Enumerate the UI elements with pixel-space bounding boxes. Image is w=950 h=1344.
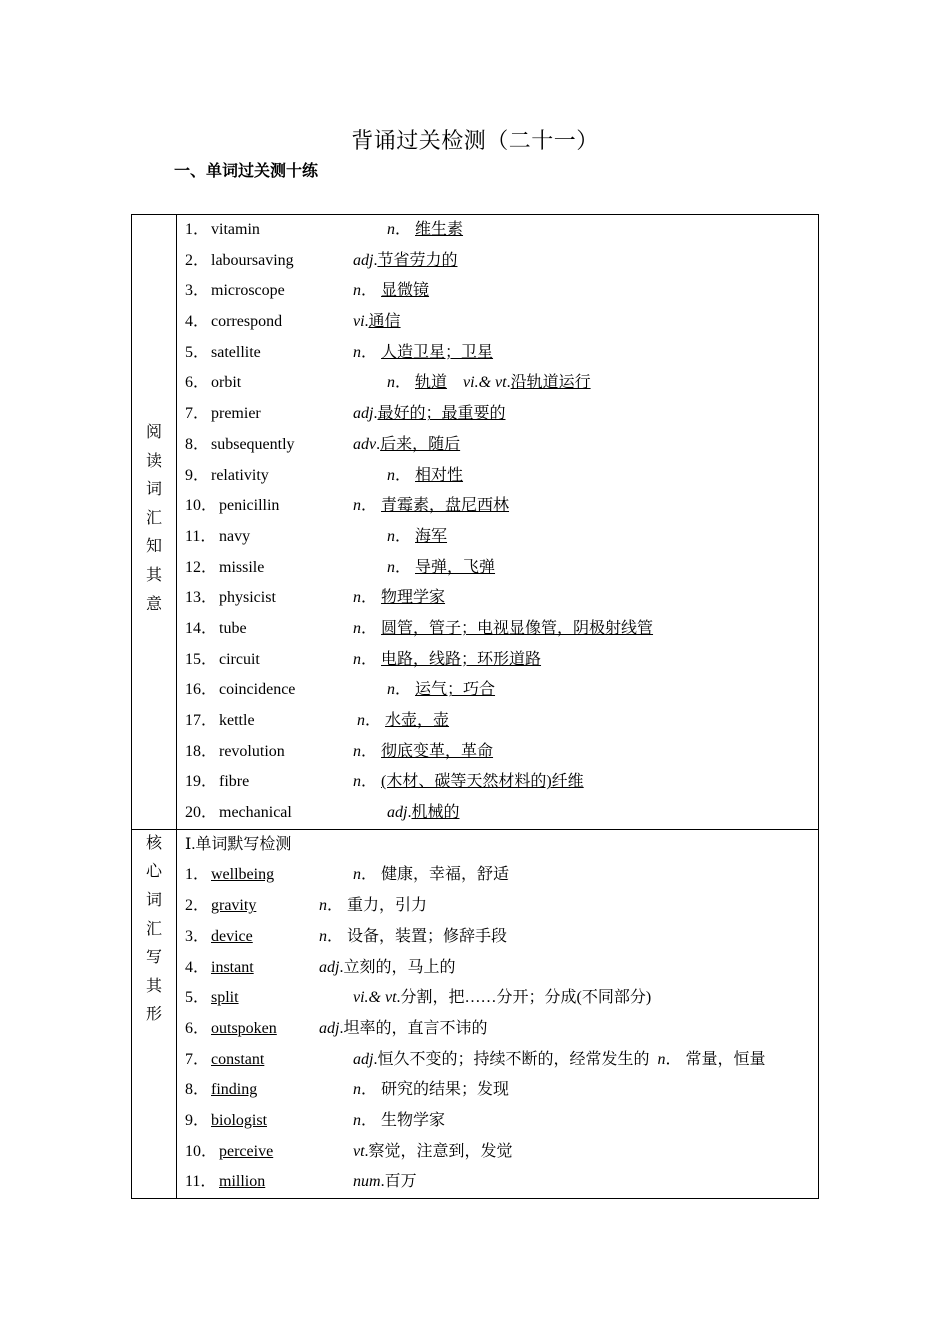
part-of-speech: n <box>387 466 395 484</box>
category-char: 词 <box>145 891 162 909</box>
item-number: 7． <box>185 405 210 423</box>
category-label-reading <box>132 215 176 639</box>
meaning: 节省劳力的 <box>377 251 458 269</box>
definition <box>353 399 505 430</box>
meaning: 轨道 <box>415 374 448 392</box>
definition <box>353 1106 445 1137</box>
vocab-word: wellbeing <box>211 866 275 884</box>
vocab-word: orbit <box>211 374 242 392</box>
pos-separator: ． <box>395 558 412 576</box>
item-number: 4． <box>185 313 210 331</box>
definition <box>353 276 429 307</box>
category-cell-reading <box>132 215 177 830</box>
vocab-word: laboursaving <box>211 251 294 269</box>
definition <box>353 737 493 768</box>
vocab-word: coincidence <box>219 681 296 699</box>
meaning: 生物学家 <box>381 1111 446 1129</box>
category-char: 汇 <box>145 509 162 527</box>
vocab-row <box>177 860 818 891</box>
definition <box>387 368 591 399</box>
pos-separator: ． <box>395 221 412 238</box>
vocab-row <box>177 737 818 768</box>
definition <box>353 338 493 369</box>
vocab-row <box>177 399 818 430</box>
category-char: 其 <box>145 977 162 995</box>
definition <box>357 706 449 737</box>
meaning: 设备，装置；修辞手段 <box>347 927 508 945</box>
item-number: 15． <box>185 650 218 668</box>
meaning: 机械的 <box>411 804 460 822</box>
vocab-row <box>177 553 818 584</box>
item-number: 8． <box>185 1081 210 1099</box>
vocab-word: perceive <box>219 1142 274 1160</box>
vocab-row <box>177 614 818 645</box>
meaning: 导弹，飞弹 <box>415 558 496 576</box>
category-char: 阅 <box>145 424 162 441</box>
pos-separator: . <box>373 405 378 423</box>
vocab-row <box>177 675 818 706</box>
item-number: 9． <box>185 1111 210 1129</box>
meaning: 运气；巧合 <box>415 681 496 699</box>
meaning: 圆管，管子；电视显像管，阴极射线管 <box>381 619 654 637</box>
meaning: 人造卫星；卫星 <box>381 343 494 361</box>
vocab-row <box>177 1106 818 1137</box>
part-of-speech: n <box>353 1081 361 1099</box>
part-of-speech: n <box>353 742 361 760</box>
definition <box>353 1045 766 1076</box>
part-of-speech: vi.& vt <box>353 989 397 1007</box>
category-char: 词 <box>145 481 162 499</box>
part-of-speech: n <box>319 897 327 915</box>
pos-separator: ． <box>665 1050 682 1068</box>
vocab-row <box>177 767 818 798</box>
vocab-row <box>177 922 818 953</box>
part-of-speech: n <box>387 221 395 238</box>
vocabulary-table <box>131 214 819 1199</box>
definition <box>387 553 495 584</box>
pos-separator: . <box>506 374 511 392</box>
section-subtitle: 一、单词过关测十练 <box>174 163 319 180</box>
meaning: 通信 <box>368 313 401 331</box>
category-char: 形 <box>145 1006 162 1024</box>
part-of-speech: n <box>353 650 361 668</box>
vocab-word: premier <box>211 405 261 423</box>
vocab-word: biologist <box>211 1111 268 1129</box>
item-number: 11． <box>185 1173 217 1191</box>
vocab-row <box>177 645 818 676</box>
meaning: 相对性 <box>415 466 464 484</box>
pos-separator: ． <box>361 497 378 515</box>
vocab-row <box>177 461 818 492</box>
definition <box>387 461 463 492</box>
category-char: 读 <box>145 452 162 470</box>
vocab-word: constant <box>211 1050 265 1068</box>
meaning: 海军 <box>415 527 448 545</box>
vocab-row <box>177 583 818 614</box>
part-of-speech: n <box>353 497 361 515</box>
meaning: 重力，引力 <box>347 897 428 915</box>
vocab-word: correspond <box>211 313 283 331</box>
vocab-row <box>177 1075 818 1106</box>
pos-separator: ． <box>395 374 412 392</box>
part-of-speech: adv <box>353 435 377 453</box>
vocab-row <box>177 491 818 522</box>
definition <box>353 246 457 277</box>
vocab-row <box>177 522 818 553</box>
vocab-word: fibre <box>219 773 250 791</box>
meaning: 彻底变革，革命 <box>381 742 494 760</box>
vocab-word: revolution <box>219 742 285 760</box>
vocab-word: device <box>211 927 253 945</box>
item-number: 10． <box>185 497 218 515</box>
vocab-row <box>177 953 818 984</box>
pos-separator: ． <box>327 927 344 945</box>
category-char: 其 <box>145 566 162 584</box>
category-char: 心 <box>145 863 162 881</box>
meaning: 恒久不变的；持续不断的，经常发生的 <box>377 1050 650 1068</box>
vocab-row <box>177 368 818 399</box>
part-of-speech: adj <box>353 405 374 423</box>
part-of-speech: adj <box>353 251 374 269</box>
part-of-speech: vt <box>353 1142 365 1160</box>
definition <box>319 922 507 953</box>
meaning: 常量，恒量 <box>685 1050 766 1068</box>
category-char: 写 <box>145 949 162 967</box>
meaning: 百万 <box>384 1173 417 1191</box>
pos-separator: ． <box>361 650 378 668</box>
definition <box>353 1075 509 1106</box>
definition <box>353 491 509 522</box>
item-number: 17． <box>185 712 218 729</box>
meaning: 电路，线路；环形道路 <box>381 650 542 668</box>
pos-separator: . <box>373 251 378 269</box>
part-of-speech: n <box>657 1050 666 1068</box>
vocab-word: navy <box>219 527 251 545</box>
pos-separator: . <box>364 313 369 331</box>
item-number: 2． <box>185 897 210 915</box>
vocab-row <box>177 706 818 737</box>
pos-separator: ． <box>395 466 412 484</box>
pos-separator: . <box>396 989 401 1007</box>
definition <box>353 1137 513 1168</box>
part-of-speech: n <box>353 589 361 607</box>
definition <box>353 1167 417 1198</box>
vocab-row <box>177 983 818 1014</box>
vocab-word: satellite <box>211 343 261 361</box>
item-number: 3． <box>185 282 210 300</box>
page-title: 背诵过关检测（二十一） <box>351 128 599 153</box>
vocab-word: physicist <box>219 589 276 607</box>
vocab-word: kettle <box>219 712 255 729</box>
vocab-word: million <box>219 1173 266 1191</box>
item-number: 1． <box>185 866 210 884</box>
meaning: 沿轨道运行 <box>510 374 591 392</box>
vocab-word: missile <box>219 558 265 576</box>
vocab-word: microscope <box>211 282 285 300</box>
pos-separator: . <box>339 958 344 976</box>
item-number: 1． <box>185 221 210 238</box>
pos-separator: ． <box>361 343 378 361</box>
definition <box>319 1014 487 1045</box>
definition <box>353 430 460 461</box>
vocab-row <box>177 798 818 829</box>
pos-separator: ． <box>361 282 378 300</box>
vocab-word: mechanical <box>219 804 292 822</box>
pos-separator: ． <box>365 712 382 729</box>
category-char: 汇 <box>145 920 162 938</box>
category-label-core <box>132 830 176 1030</box>
meaning: 显微镜 <box>381 282 430 300</box>
part-of-speech: n <box>319 927 327 945</box>
vocab-row <box>177 1167 818 1198</box>
item-number: 12． <box>185 558 218 576</box>
vocab-row <box>177 891 818 922</box>
definition <box>319 891 427 922</box>
vocab-row <box>177 307 818 338</box>
category-char: 知 <box>145 538 162 556</box>
part-of-speech: vi <box>353 313 365 331</box>
vocab-row <box>177 246 818 277</box>
vocab-word: subsequently <box>211 435 295 453</box>
meaning: 最好的；最重要的 <box>377 405 506 423</box>
definition <box>387 522 447 553</box>
vocab-word: relativity <box>211 466 269 484</box>
part-of-speech: num <box>353 1173 381 1191</box>
dictation-heading: Ⅰ.单词默写检测 <box>185 835 292 853</box>
item-number: 11． <box>185 527 217 545</box>
vocab-row <box>177 338 818 369</box>
item-number: 5． <box>185 343 210 361</box>
item-number: 9． <box>185 466 210 484</box>
core-vocab-list <box>177 829 819 1198</box>
vocab-word: tube <box>219 619 247 637</box>
part-of-speech: n <box>353 343 361 361</box>
item-number: 3． <box>185 927 210 945</box>
category-char: 意 <box>145 595 162 613</box>
vocab-word: gravity <box>211 897 257 915</box>
definition <box>353 307 401 338</box>
category-char: 核 <box>145 834 162 852</box>
meaning: 维生素 <box>415 221 464 238</box>
definition <box>353 645 541 676</box>
part-of-speech: n <box>353 866 361 884</box>
pos-separator: ． <box>395 681 412 699</box>
vocab-word: outspoken <box>211 1019 277 1037</box>
core-vocab-section <box>132 829 819 1198</box>
vocab-word: instant <box>211 958 254 976</box>
vocab-row <box>177 430 818 461</box>
meaning: 水壶，壶 <box>385 712 450 729</box>
part-of-speech: n <box>353 773 361 791</box>
reading-vocab-list <box>177 215 819 830</box>
part-of-speech: n <box>387 527 395 545</box>
vocab-row <box>177 1045 818 1076</box>
item-number: 6． <box>185 374 210 392</box>
pos-separator: ． <box>361 773 378 791</box>
reading-vocab-section <box>132 215 819 830</box>
item-number: 2． <box>185 251 210 269</box>
vocab-word: finding <box>211 1081 258 1099</box>
pos-separator: . <box>339 1019 344 1037</box>
meaning: 青霉素，盘尼西林 <box>381 497 510 515</box>
meaning: 坦率的，直言不讳的 <box>343 1019 488 1037</box>
definition <box>353 583 445 614</box>
definition <box>387 675 495 706</box>
pos-separator: ． <box>361 742 378 760</box>
item-number: 13． <box>185 589 218 607</box>
vocab-row <box>177 1137 818 1168</box>
item-number: 19． <box>185 773 218 791</box>
item-number: 10． <box>185 1142 218 1160</box>
item-number: 18． <box>185 742 218 760</box>
vocab-row <box>177 1014 818 1045</box>
definition <box>353 614 653 645</box>
meaning: (木材、碳等天然材料的)纤维 <box>381 773 584 791</box>
pos-separator: ． <box>361 589 378 607</box>
definition <box>353 860 509 891</box>
category-cell-core <box>132 829 177 1198</box>
definition <box>387 215 463 246</box>
pos-separator: . <box>376 435 381 453</box>
part-of-speech: adj <box>387 804 408 822</box>
pos-separator: ． <box>361 1111 378 1129</box>
item-number: 20． <box>185 804 218 822</box>
part-of-speech: adj <box>319 1019 340 1037</box>
item-number: 14． <box>185 619 218 637</box>
part-of-speech: n <box>387 374 395 392</box>
meaning: 分割，把……分开；分成(不同部分) <box>400 989 652 1007</box>
pos-separator: ． <box>361 1081 378 1099</box>
pos-separator: ． <box>327 897 344 915</box>
part-of-speech: n <box>357 712 365 729</box>
vocab-word: penicillin <box>219 497 280 515</box>
item-number: 16． <box>185 681 218 699</box>
item-number: 5． <box>185 989 210 1007</box>
part-of-speech: n <box>353 282 361 300</box>
item-number: 6． <box>185 1019 210 1037</box>
pos-separator: ． <box>395 527 412 545</box>
part-of-speech: vi.& vt <box>463 374 507 392</box>
meaning: 研究的结果；发现 <box>381 1081 510 1099</box>
pos-separator: . <box>380 1173 385 1191</box>
vocab-row <box>177 276 818 307</box>
item-number: 8． <box>185 435 210 453</box>
meaning: 察觉，注意到，发觉 <box>368 1142 513 1160</box>
pos-separator: . <box>407 804 412 822</box>
part-of-speech: n <box>353 619 361 637</box>
meaning: 立刻的，马上的 <box>343 958 456 976</box>
item-number: 4． <box>185 958 210 976</box>
pos-separator: ． <box>361 619 378 637</box>
item-number: 7． <box>185 1050 210 1068</box>
meaning: 健康，幸福，舒适 <box>381 866 510 884</box>
definition <box>353 983 651 1014</box>
vocab-word: split <box>211 989 239 1007</box>
definition <box>353 767 584 798</box>
pos-separator: . <box>373 1050 378 1068</box>
vocab-word: vitamin <box>211 221 260 238</box>
meaning: 后来，随后 <box>380 435 461 453</box>
part-of-speech: adj <box>319 958 340 976</box>
part-of-speech: n <box>387 681 395 699</box>
definition <box>387 798 459 829</box>
part-of-speech: n <box>387 558 395 576</box>
vocab-row <box>177 215 818 246</box>
part-of-speech: adj <box>353 1050 374 1068</box>
pos-separator: ． <box>361 866 378 884</box>
vocab-word: circuit <box>219 650 260 668</box>
part-of-speech: n <box>353 1111 361 1129</box>
meaning: 物理学家 <box>381 589 446 607</box>
pos-separator: . <box>364 1142 369 1160</box>
definition <box>319 953 455 984</box>
